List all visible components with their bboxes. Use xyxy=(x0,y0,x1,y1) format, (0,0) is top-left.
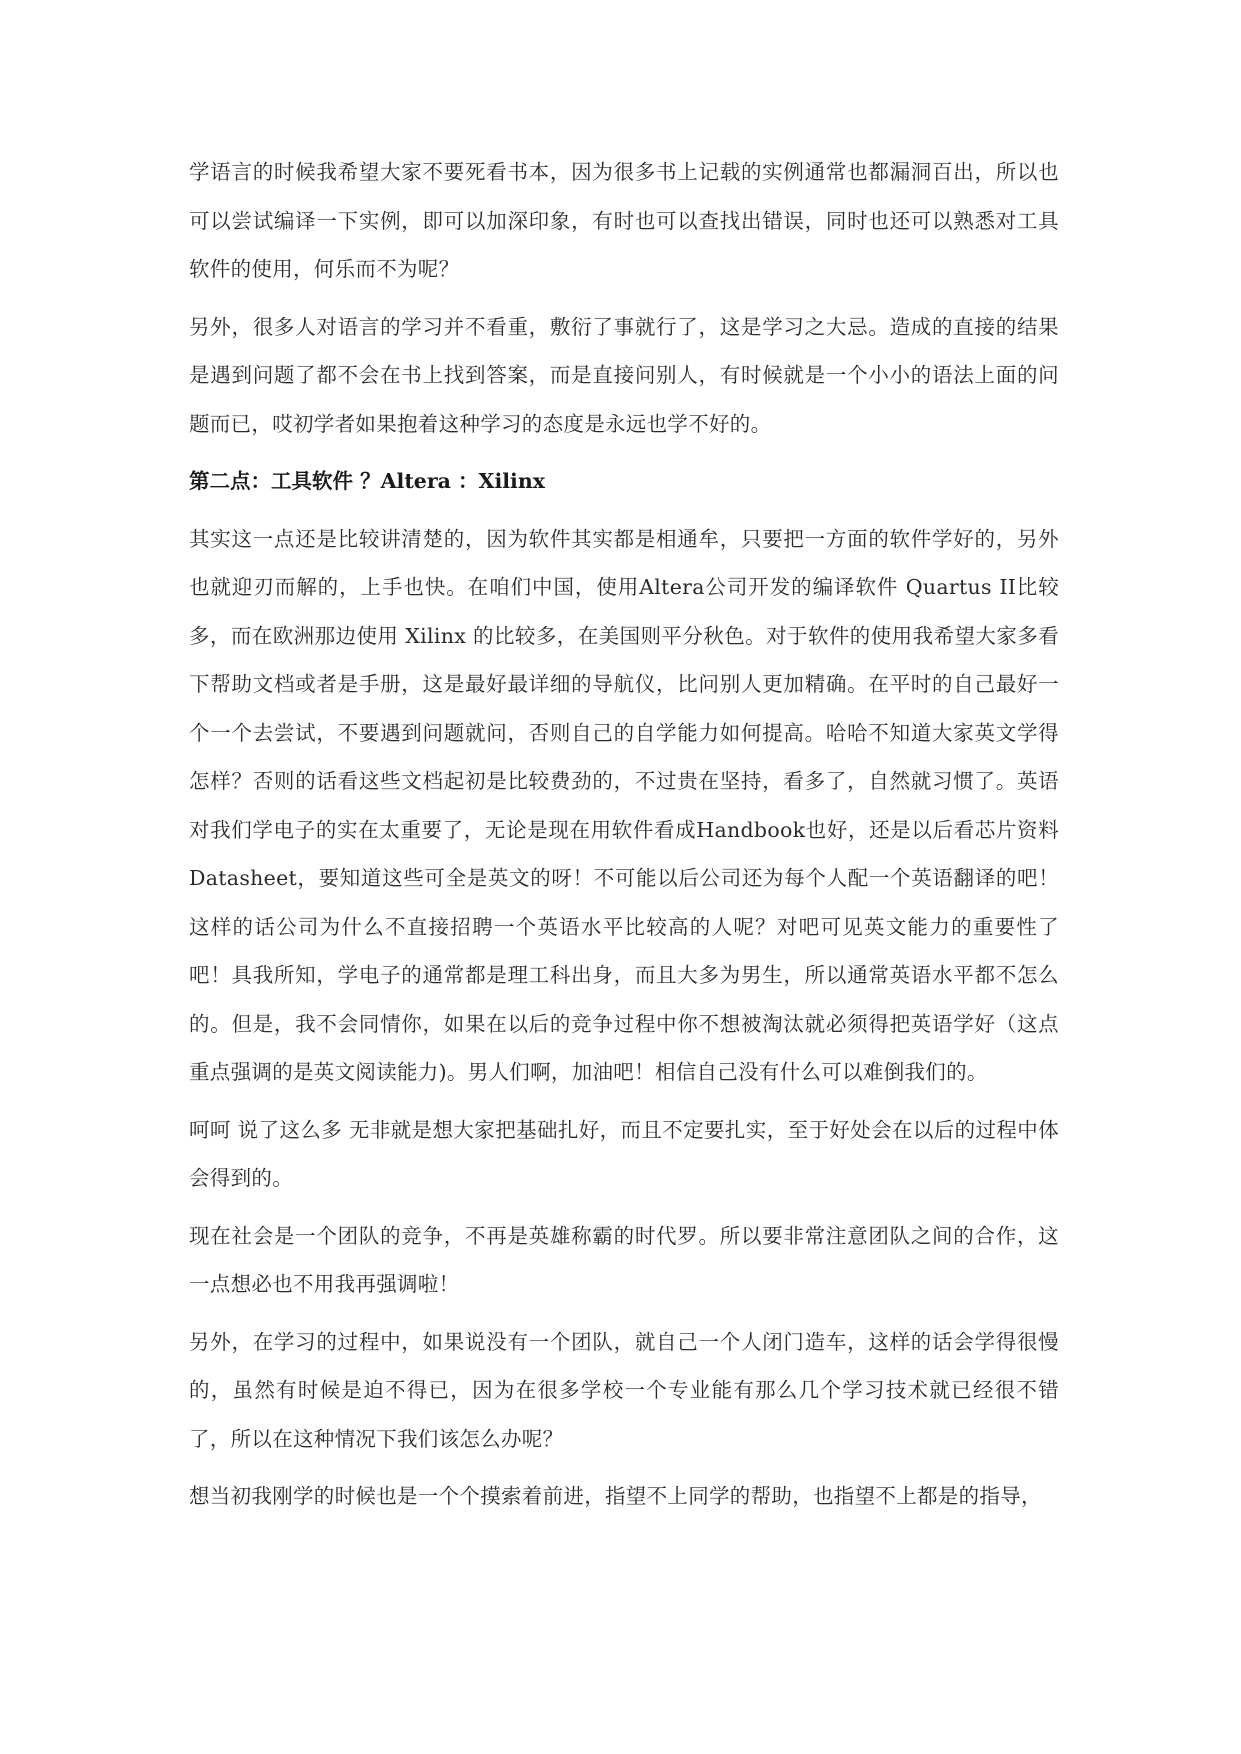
document-page xyxy=(189,148,1059,1530)
paragraph-language-importance: 另外，很多人对语言的学习并不看重，敷衍了事就行了，这是学习之大忌。造成的直接的结果是遇到问题了都不会在书上找到答案，而是直接问别人，有时候就是一个小小的语法上面的问题而已，哎初学者如果抱着这种学习的态度是永远也学不好的。 xyxy=(189,314,1059,436)
paragraph-early-learning: 想当初我刚学的时候也是一个个摸索着前进，指望不上同学的帮助，也指望不上都是的指导， xyxy=(189,1484,1042,1508)
paragraph-teamwork: 现在社会是一个团队的竞争，不再是英雄称霸的时代罗。所以要非常注意团队之间的合作，这一点想必也不用我再强调啦！ xyxy=(189,1223,1059,1296)
paragraph-study-language: 学语言的时候我希望大家不要死看书本，因为很多书上记载的实例通常也都漏洞百出，所以也可以尝试编译一下实例，即可以加深印象，有时也可以查找出错误，同时也还可以熟悉对工具软件的使用，何乐而不为呢？ xyxy=(189,160,1059,281)
section-heading-tools: 第二点：工具软件 ？Altera ：Xilinx xyxy=(189,469,545,493)
paragraph-foundation: 呵呵 说了这么多 无非就是想大家把基础扎好，而且不定要扎实，至于好处会在以后的过程中体会得到的。 xyxy=(189,1117,1059,1190)
paragraph-learning-alone: 另外，在学习的过程中，如果说没有一个团队，就自己一个人闭门造车，这样的话会学得很慢的，虽然有时候是迫不得已，因为在很多学校一个专业能有那么几个学习技术就已经很不错了，所以在这种情况下我们该怎么办呢？ xyxy=(189,1329,1059,1451)
paragraph-software-and-english: 其实这一点还是比较讲清楚的，因为软件其实都是相通牟，只要把一方面的软件学好的，另外也就迎刃而解的，上手也快。在咱们中国，使用Altera公司开发的编译软件 Quartus II比较多，而在欧洲那边使用 Xilinx 的比较多，在美国则平分秋色。对于软件的使用我希望大家多看下帮助文档或者是手册，这是最好最详细的导航仪，比问别人更加精确。在平时的自己最好一个一个去尝试，不要遇到问题就问，否则自己的自学能力如何提高。哈哈不知道大家英文学得怎样？否则的话看这些文档起初是比较费劲的，不过贵在坚持，看多了，自然就习惯了。英语对我们学电子的实在太重要了，无论是现在用软件看成Handbook也好，还是以后看芯片资料Datasheet，要知道这些可全是英文的呀！不可能以后公司还为每个人配一个英语翻译的吧！这样的话公司为什么不直接招聘一个英语水平比较高的人呢？对吧可见英文能力的重要性了吧！具我所知，学电子的通常都是理工科出身，而且大多为男生，所以通常英语水平都不怎么的。但是，我不会同情你，如果在以后的竞争过程中你不想被淘汰就必须得把英语学好（这点重点强调的是英文阅读能力)。男人们啊，加油吧！相信自己没有什么可以难倒我们的。 xyxy=(189,526,1059,1084)
